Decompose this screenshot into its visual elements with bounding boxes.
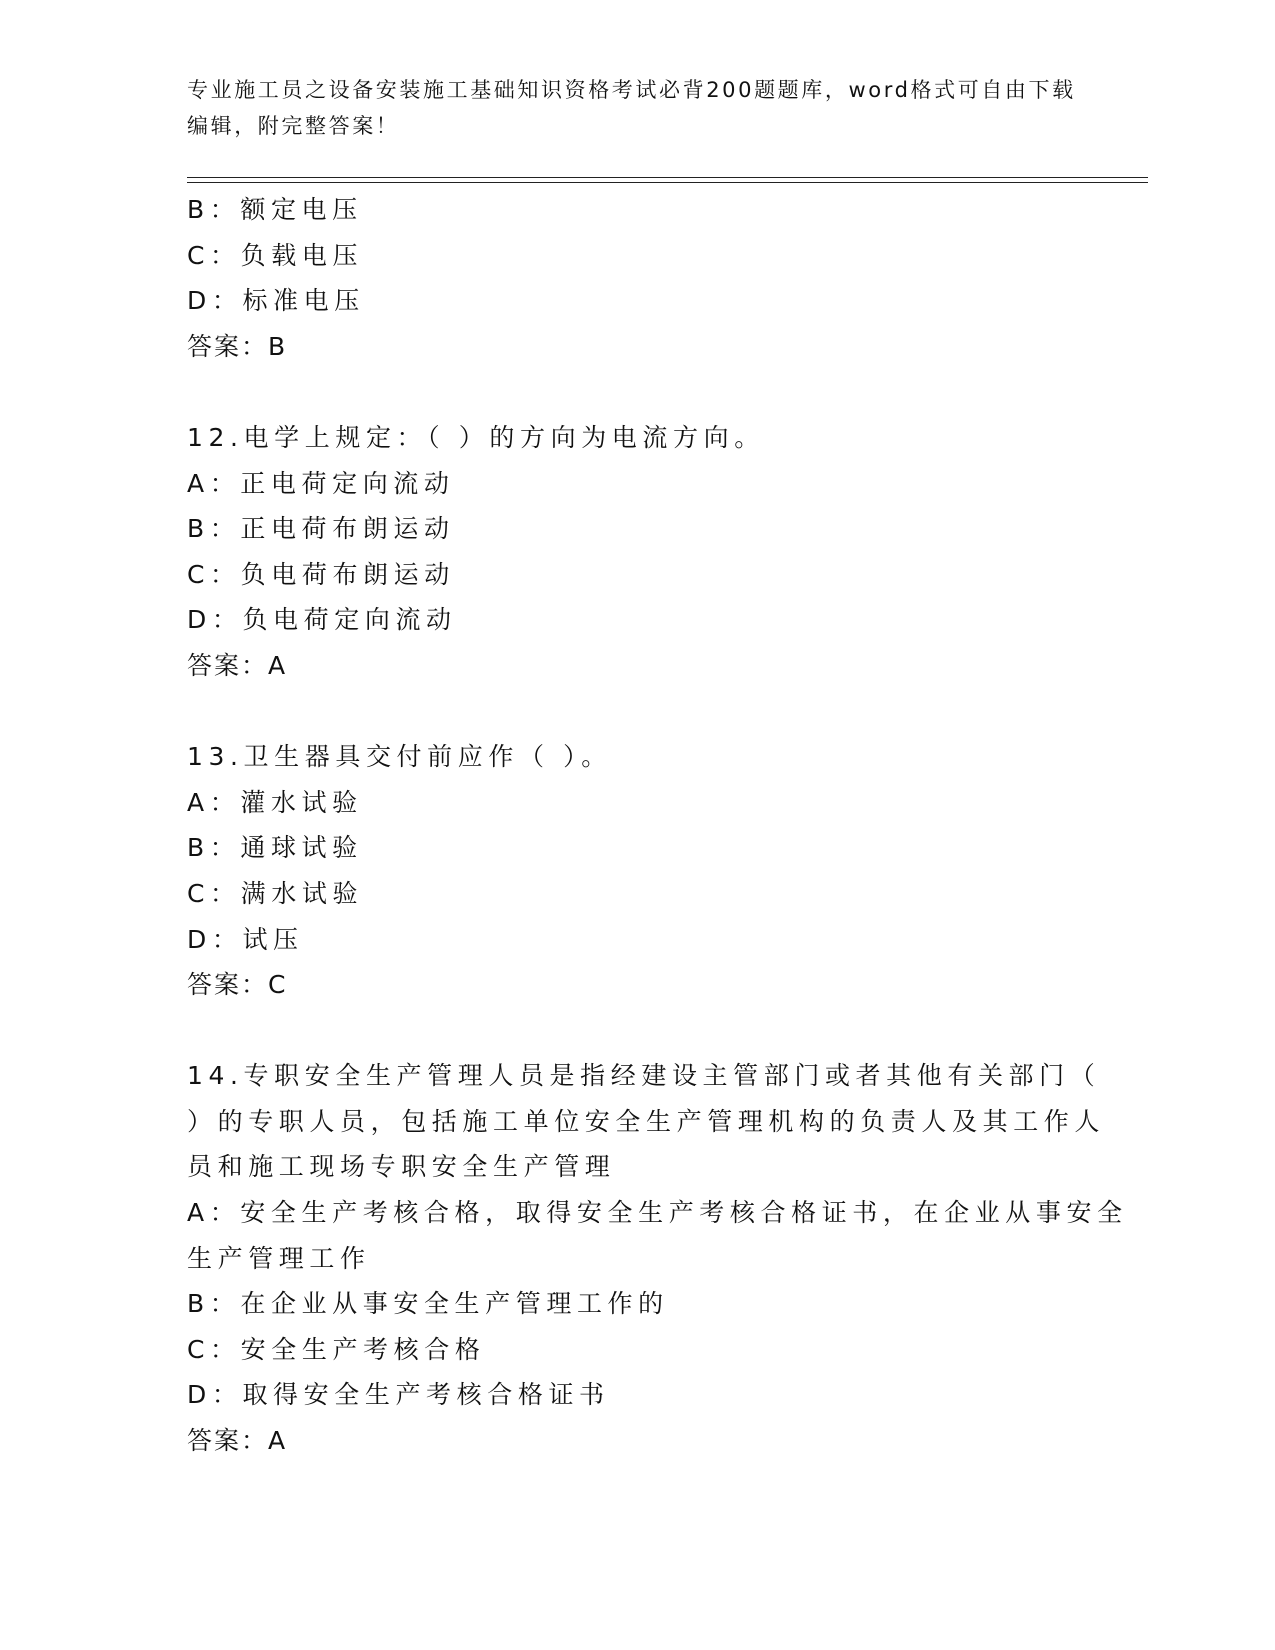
spacer (187, 689, 1077, 735)
answer-line: 答案：C (187, 970, 288, 1000)
question-stem-line: 14.专职安全生产管理人员是指经建设主管部门或者其他有关部门（ (187, 1061, 1101, 1091)
answer-line: 答案：B (187, 331, 288, 361)
spacer (187, 1008, 1077, 1054)
option-c: C：负电荷布朗运动 (187, 559, 455, 589)
header-rule-thin (187, 182, 1148, 183)
option-a-line: 生产管理工作 (187, 1243, 371, 1273)
option-a-line: A：安全生产考核合格，取得安全生产考核合格证书，在企业从事安全 (187, 1198, 1128, 1228)
question-stem-line: ）的专职人员，包括施工单位安全生产管理机构的负责人及其工作人 (187, 1106, 1106, 1136)
header-title: 专业施工员之设备安装施工基础知识资格考试必背200题题库，word格式可自由下载编辑，附完整答案！ (187, 78, 1076, 138)
option-b: B：正电荷布朗运动 (187, 514, 455, 544)
option-b: B：额定电压 (187, 195, 363, 224)
option-d: D：负电荷定向流动 (187, 605, 457, 635)
option-c: C：负载电压 (187, 240, 364, 270)
option-c: C：安全生产考核合格 (187, 1334, 486, 1364)
option-a: A：灌水试验 (187, 787, 363, 817)
question-stem-line: 员和施工现场专职安全生产管理 (187, 1152, 616, 1182)
question-stem: 12.电学上规定：（ ）的方向为电流方向。 (187, 422, 765, 452)
header-rule-thick (187, 177, 1148, 178)
option-d: D：取得安全生产考核合格证书 (187, 1380, 610, 1410)
option-b: B：通球试验 (187, 833, 363, 863)
document-header (187, 72, 1087, 144)
spacer (187, 369, 1077, 415)
option-b: B：在企业从事安全生产管理工作的 (187, 1289, 669, 1319)
option-a: A：正电荷定向流动 (187, 468, 455, 498)
option-c: C：满水试验 (187, 878, 364, 908)
option-d: D：试压 (187, 924, 304, 954)
answer-line: 答案：A (187, 1426, 288, 1456)
question-stem: 13.卫生器具交付前应作（ ）。 (187, 742, 612, 772)
answer-line: 答案：A (187, 650, 288, 680)
question-content (187, 187, 1128, 1464)
option-d: D：标准电压 (187, 286, 365, 316)
